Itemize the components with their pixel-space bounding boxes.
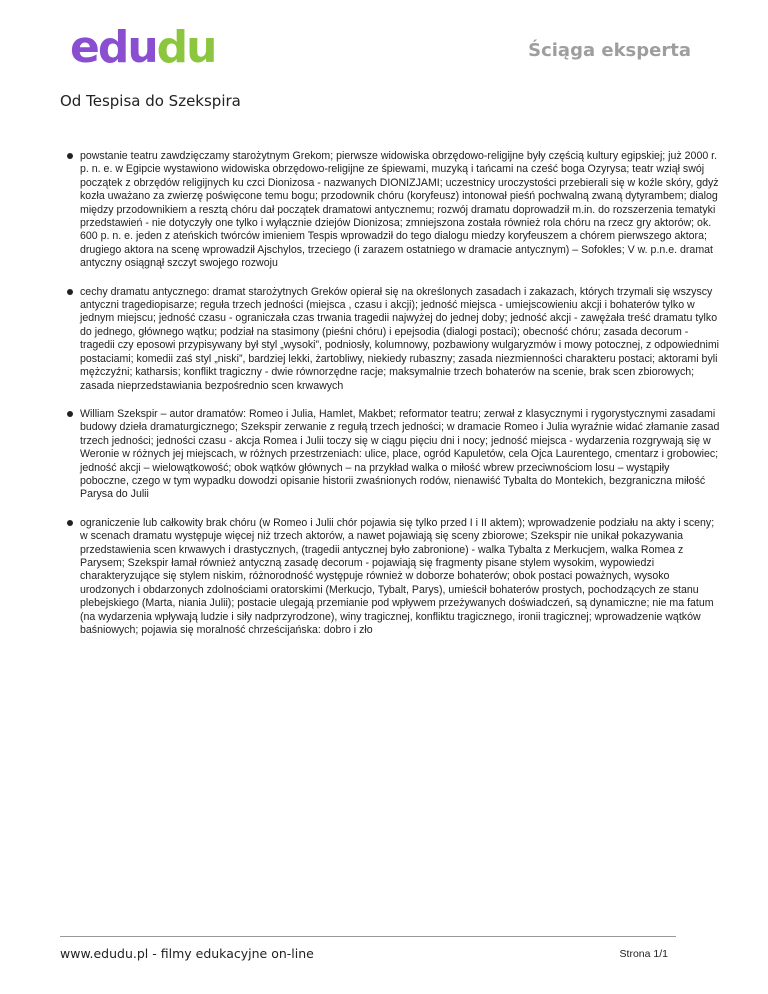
list-item-text: cechy dramatu antycznego: dramat starożytnych Greków opierał się na określonych zasadach i zakazach, których trzymali się wszyscy antyczni tragediopisarze; reguła trzech jedności (miejsca , czasu i akcji); jedność miejsca - umiejscowieniu akcji i bohaterów tylko w jednym miejscu; jedność czasu - ograniczała czas trwania tragedii najwyżej do jednej doby; jedność akcji - zawężała treść dramatu tylko do jednego, głównego wątku; podział na stasimony (pieśni chóru) i epejsodia (dialogi postaci); obecność chóru; zasada decorum - tragedii czy eposowi przypisywany był styl „wysoki”, podniosły, kolumnowy, pozbawiony wulgaryzmów i mowy potocznej, z odpowiednimi postaciami; komedii zaś styl „niski”, bardziej lekki, żartobliwy, niekiedy rubaszny; zasada niezmienności charakteru postaci; aktorami byli mężczyźni; katharsis; konflikt tragiczny - dwie równorzędne racje; maksymalnie trzech bohaterów na scenie, brak scen zbiorowych; zasada nieprzedstawiania bezpośrednio scen krwawych [80,285,720,392]
bullet-icon [67,289,73,295]
list-item-text: ograniczenie lub całkowity brak chóru (w Romeo i Julii chór pojawia się tylko przed I i II aktem); wprowadzenie podziału na akty i sceny; w scenach dramatu występuje więcej niż trzech aktorów, a nawet pojawiają się sceny zbiorowe; Szekspir nie unikał pokazywania przedstawienia scen krwawych i drastycznych, (tragedii antycznej było zabronione) - walka Tybalta z Merkucjem, walka Romea z Parysem; Szekspir łamał również antyczną zasadę decorum - pojawiają się fragmenty pisane stylem wysokim, wypowiedzi charakteryzujące się stylem niskim, różnorodność występuje również w doborze bohaterów; obok postaci poważnych, wysoko urodzonych i obdarzonych zdolnościami oratorskimi (Merkucjo, Tybalt, Parys), umieścił bohaterów prostych, pochodzących ze stanu plebejskiego (Marta, niania Julii); postacie ulegają przemianie pod wpływem przeżywanych doświadczeń, są dynamiczne; nie ma fatum (na wydarzenia wpływają ludzie i siły nadprzyrodzone), winy tragicznej, konfliktu tragicznego, ironii tragicznej; wprowadzenie wątków baśniowych; pojawia się moralność chrześcijańska: dobro i zło [80,516,715,636]
logo-part-du: du [156,22,216,73]
list-item [60,517,720,638]
bullet-icon [67,520,73,526]
edudu-logo [70,22,216,73]
list-item-text: powstanie teatru zawdzięczamy starożytnym Grekom; pierwsze widowiska obrzędowo-religijne były częścią kultury egipskiej; już 2000 r. p. n. e. w Egipcie wystawiono widowiska obrzędowo-religijne ze śpiewami, muzyką i tańcami na cześć boga Ozyrysa; teatr wziął swój początek z obrzędów religijnych ku czci Dionizosa - nazwanych DIONIZJAMI; uczestnicy uroczystości przebierali się w koźle skóry, gdyż kozła uważano za zwierzę poświęcone temu bogu; przodownik chóru (koryfeusz) intonował pieśń pochwalną zwaną dytyrambem; dialog między przodownikiem a resztą chóru dał początek dramatowi antycznemu; rozwój dramatu doprowadził m.in. do rozszerzenia tematyki przedstawień - nie dotyczyły one tylko i wyłącznie dziejów Dionizosa; zmniejszona została również rola chóru na rzecz gry aktorów; ok. 600 p. n. e. jeden z ateńskich twórców imieniem Tespis wprowadził do tego dialogu miedzy koryfeuszem a chórem pierwszego aktora; drugiego aktora na scenę wprowadził Ajschylos, trzeciego (i zarazem ostatniego w dramacie antycznym) – Sofokles; V w. p.n.e. dramat antyczny osiągnął szczyt swojego rozwoju [80,150,719,270]
header-tagline: Ściąga eksperta [528,40,691,61]
page-number: Strona 1/1 [619,948,668,960]
bullet-icon [67,153,73,159]
list-item [60,150,720,271]
bullet-icon [67,411,73,417]
list-item-text: William Szekspir – autor dramatów: Romeo i Julia, Hamlet, Makbet; reformator teatru; zerwał z klasycznymi i rygorystycznymi zasadami budowy dzieła dramaturgicznego; Szekspir zerwanie z regułą trzech jedności; w dramacie Romeo i Julia wyraźnie widać złamanie zasad trzech jedności; jedności czasu - akcja Romea i Julii toczy się w ciągu pięciu dni i nocy; jedność miejsca - wydarzenia rozgrywają się w Weronie w różnych jej miejscach, w różnych przestrzeniach: ulice, place, ogród Kapuletów, cela Ojca Laurentego, cmentarz i grobowiec; jedność akcji – wielowątkowość; obok wątków głównych – na przykład walka o miłość wbrew przeciwnościom losu – wystąpiły poboczne, czego w tym wypadku dowodzi opisanie historii zwaśnionych rodów, nienawiść Tybalta do Montekich, bezgraniczna miłość Parysa do Julii [80,407,720,501]
content-section [60,150,720,652]
footer-website[interactable]: www.edudu.pl - filmy edukacyjne on-line [60,946,314,961]
list-item [60,286,720,393]
bullet-list [60,150,720,637]
list-item [60,408,720,502]
footer-divider [60,936,676,937]
logo-part-edu: edu [70,22,157,73]
page-title: Od Tespisa do Szekspira [60,92,241,110]
